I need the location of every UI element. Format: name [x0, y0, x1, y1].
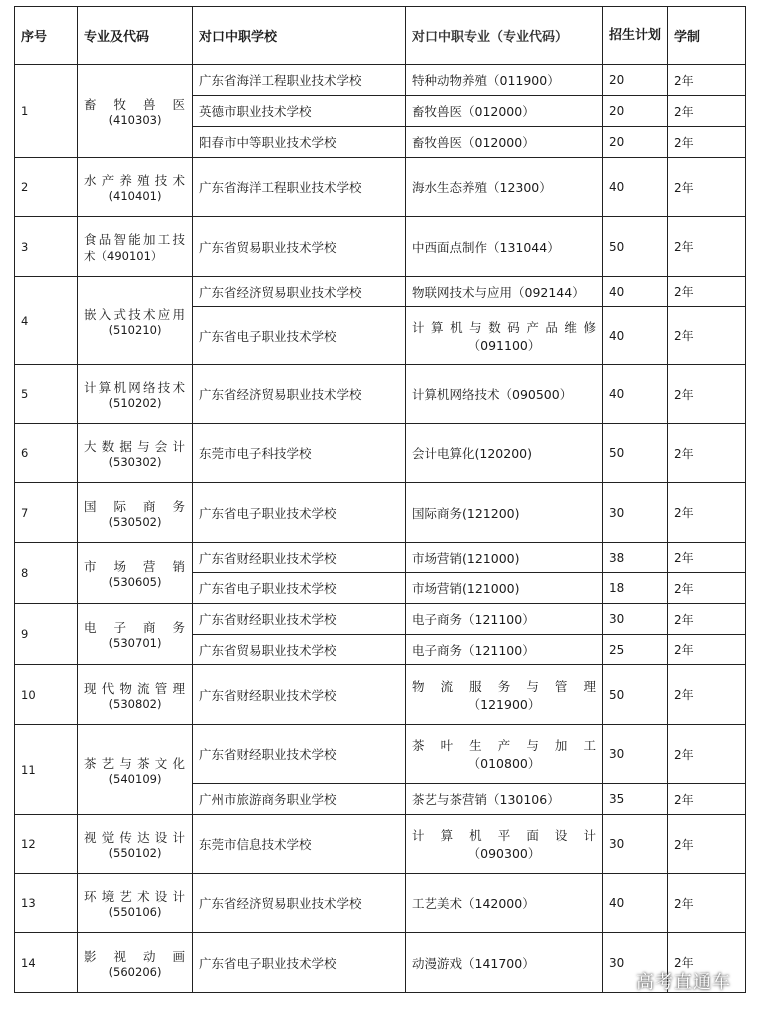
- duration-cell: 2年: [668, 158, 746, 217]
- duration-cell: 2年: [668, 277, 746, 307]
- spec-name: 茶叶生产与加工: [412, 738, 596, 753]
- header-school: 对口中职学校: [193, 7, 406, 65]
- row-no: 13: [15, 874, 78, 933]
- spec-name: 计算机与数码产品维修: [412, 319, 596, 335]
- spec-cell: 动漫游戏（141700）: [406, 933, 603, 993]
- major-name: 计算机网络技术: [84, 380, 186, 395]
- school-cell: 广东省贸易职业技术学校: [193, 635, 406, 665]
- major-cell: [78, 483, 193, 543]
- major-code: (510210): [108, 322, 162, 337]
- major-cell: [78, 365, 193, 424]
- row-no: 3: [15, 217, 78, 277]
- table-row: [15, 543, 746, 573]
- plan-cell: 40: [603, 307, 668, 365]
- spec-code: （090300）: [467, 846, 541, 861]
- plan-cell: 20: [603, 65, 668, 96]
- plan-cell: 40: [603, 365, 668, 424]
- major-cell: [78, 217, 193, 277]
- row-no: 2: [15, 158, 78, 217]
- school-cell: 广东省财经职业技术学校: [193, 604, 406, 635]
- spec-cell: 市场营销(121000): [406, 573, 603, 604]
- major-code: 术（490101）: [84, 248, 163, 263]
- table-row: [15, 217, 746, 277]
- duration-cell: 2年: [668, 604, 746, 635]
- school-cell: 广东省电子职业技术学校: [193, 307, 406, 365]
- major-cell: [78, 277, 193, 365]
- school-cell: 广东省海洋工程职业技术学校: [193, 65, 406, 96]
- row-no: 6: [15, 424, 78, 483]
- plan-cell: 30: [603, 933, 668, 993]
- spec-cell: 电子商务（121100）: [406, 635, 603, 665]
- duration-cell: 2年: [668, 665, 746, 725]
- row-no: 11: [15, 725, 78, 815]
- major-code: (410303): [108, 113, 162, 127]
- major-cell: [78, 65, 193, 158]
- header-row: [15, 7, 746, 65]
- major-code: (530802): [108, 696, 162, 711]
- spec-cell: 特种动物养殖（011900）: [406, 65, 603, 96]
- duration-cell: 2年: [668, 725, 746, 784]
- major-cell: [78, 665, 193, 725]
- school-cell: 广州市旅游商务职业学校: [193, 784, 406, 815]
- spec-cell: 物联网技术与应用（092144）: [406, 277, 603, 307]
- major-cell: [78, 543, 193, 604]
- table-row: [15, 277, 746, 307]
- spec-cell: 国际商务(121200): [406, 483, 603, 543]
- major-cell: [78, 158, 193, 217]
- school-cell: 东莞市信息技术学校: [193, 815, 406, 874]
- spec-cell: 电子商务（121100）: [406, 604, 603, 635]
- spec-cell: 计算机网络技术（090500）: [406, 365, 603, 424]
- duration-cell: 2年: [668, 217, 746, 277]
- header-duration: 学制: [668, 7, 746, 65]
- duration-cell: 2年: [668, 543, 746, 573]
- duration-cell: 2年: [668, 483, 746, 543]
- row-no: 1: [15, 65, 78, 158]
- header-plan: 招生计划: [603, 7, 668, 65]
- school-cell: 广东省海洋工程职业技术学校: [193, 158, 406, 217]
- plan-cell: 30: [603, 604, 668, 635]
- major-name: 电子商务: [84, 620, 186, 635]
- plan-cell: 30: [603, 815, 668, 874]
- spec-cell: [406, 725, 603, 784]
- major-name: 影视动画: [84, 948, 186, 964]
- plan-cell: 40: [603, 277, 668, 307]
- major-cell: [78, 874, 193, 933]
- table-row: [15, 815, 746, 874]
- duration-cell: 2年: [668, 573, 746, 604]
- major-name: 嵌入式技术应用: [84, 306, 186, 322]
- row-no: 5: [15, 365, 78, 424]
- spec-name: 计算机平面设计: [412, 828, 596, 843]
- school-cell: 阳春市中等职业技术学校: [193, 127, 406, 158]
- plan-cell: 20: [603, 96, 668, 127]
- duration-cell: 2年: [668, 874, 746, 933]
- spec-name: 物流服务与管理: [412, 678, 596, 694]
- row-no: 12: [15, 815, 78, 874]
- plan-cell: 40: [603, 874, 668, 933]
- school-cell: 广东省电子职业技术学校: [193, 573, 406, 604]
- spec-cell: 海水生态养殖（12300）: [406, 158, 603, 217]
- spec-cell: [406, 307, 603, 365]
- header-spec: 对口中职专业（专业代码）: [406, 7, 603, 65]
- major-code: (530701): [108, 636, 162, 650]
- duration-cell: 2年: [668, 424, 746, 483]
- spec-cell: 会计电算化(120200): [406, 424, 603, 483]
- duration-cell: 2年: [668, 784, 746, 815]
- school-cell: 广东省电子职业技术学校: [193, 483, 406, 543]
- major-name: 水产养殖技术: [84, 173, 186, 188]
- major-code: (550106): [108, 905, 162, 919]
- table-row: [15, 65, 746, 96]
- major-name: 现代物流管理: [84, 680, 186, 696]
- major-code: (550102): [108, 846, 162, 860]
- row-no: 8: [15, 543, 78, 604]
- duration-cell: 2年: [668, 635, 746, 665]
- duration-cell: 2年: [668, 96, 746, 127]
- major-cell: [78, 933, 193, 993]
- major-cell: [78, 424, 193, 483]
- major-name: 畜牧兽医: [84, 97, 186, 112]
- major-name: 大数据与会计: [84, 439, 186, 454]
- spec-cell: 茶艺与茶营销（130106）: [406, 784, 603, 815]
- table-row: [15, 604, 746, 635]
- school-cell: 广东省经济贸易职业技术学校: [193, 365, 406, 424]
- plan-cell: 40: [603, 158, 668, 217]
- spec-cell: 市场营销(121000): [406, 543, 603, 573]
- major-cell: [78, 725, 193, 815]
- major-code: (410401): [108, 189, 162, 203]
- table-row: [15, 725, 746, 784]
- plan-cell: 30: [603, 725, 668, 784]
- duration-cell: 2年: [668, 933, 746, 993]
- duration-cell: 2年: [668, 127, 746, 158]
- school-cell: 广东省财经职业技术学校: [193, 665, 406, 725]
- major-name: 视觉传达设计: [84, 830, 186, 845]
- major-code: (530605): [108, 575, 162, 589]
- row-no: 9: [15, 604, 78, 665]
- plan-cell: 50: [603, 665, 668, 725]
- spec-cell: 畜牧兽医（012000）: [406, 127, 603, 158]
- major-code: (530302): [108, 455, 162, 469]
- row-no: 10: [15, 665, 78, 725]
- major-code: (560206): [108, 964, 162, 979]
- major-cell: [78, 815, 193, 874]
- major-code: (530502): [108, 514, 162, 529]
- major-name: 国际商务: [84, 498, 186, 514]
- major-name: 市场营销: [84, 559, 186, 574]
- row-no: 4: [15, 277, 78, 365]
- plan-cell: 20: [603, 127, 668, 158]
- duration-cell: 2年: [668, 815, 746, 874]
- major-code: (540109): [108, 771, 162, 786]
- school-cell: 东莞市电子科技学校: [193, 424, 406, 483]
- table-row: [15, 424, 746, 483]
- major-code: (510202): [108, 396, 162, 410]
- major-name: 食品智能加工技: [84, 231, 186, 247]
- duration-cell: 2年: [668, 365, 746, 424]
- spec-cell: [406, 815, 603, 874]
- table-row: [15, 665, 746, 725]
- spec-code: （121900）: [467, 696, 541, 712]
- plan-cell: 18: [603, 573, 668, 604]
- table-row: [15, 365, 746, 424]
- spec-cell: [406, 665, 603, 725]
- major-name: 环境艺术设计: [84, 889, 186, 904]
- major-cell: [78, 604, 193, 665]
- school-cell: 广东省经济贸易职业技术学校: [193, 277, 406, 307]
- plan-cell: 50: [603, 217, 668, 277]
- row-no: 14: [15, 933, 78, 993]
- header-no: 序号: [15, 7, 78, 65]
- plan-cell: 25: [603, 635, 668, 665]
- spec-code: （010800）: [467, 756, 541, 771]
- spec-cell: 中西面点制作（131044）: [406, 217, 603, 277]
- school-cell: 广东省财经职业技术学校: [193, 543, 406, 573]
- school-cell: 广东省贸易职业技术学校: [193, 217, 406, 277]
- school-cell: 英德市职业技术学校: [193, 96, 406, 127]
- watermark: 高考直通车: [636, 972, 731, 993]
- major-name: 茶艺与茶文化: [84, 755, 186, 771]
- plan-cell: 50: [603, 424, 668, 483]
- table-row: [15, 158, 746, 217]
- table-row: [15, 874, 746, 933]
- duration-cell: 2年: [668, 65, 746, 96]
- admission-table: [14, 6, 746, 993]
- school-cell: 广东省电子职业技术学校: [193, 933, 406, 993]
- spec-cell: 畜牧兽医（012000）: [406, 96, 603, 127]
- duration-cell: 2年: [668, 307, 746, 365]
- spec-code: （091100）: [467, 337, 541, 353]
- plan-cell: 30: [603, 483, 668, 543]
- school-cell: 广东省财经职业技术学校: [193, 725, 406, 784]
- row-no: 7: [15, 483, 78, 543]
- plan-cell: 35: [603, 784, 668, 815]
- spec-cell: 工艺美术（142000）: [406, 874, 603, 933]
- plan-cell: 38: [603, 543, 668, 573]
- table-row: [15, 483, 746, 543]
- header-major: 专业及代码: [78, 7, 193, 65]
- school-cell: 广东省经济贸易职业技术学校: [193, 874, 406, 933]
